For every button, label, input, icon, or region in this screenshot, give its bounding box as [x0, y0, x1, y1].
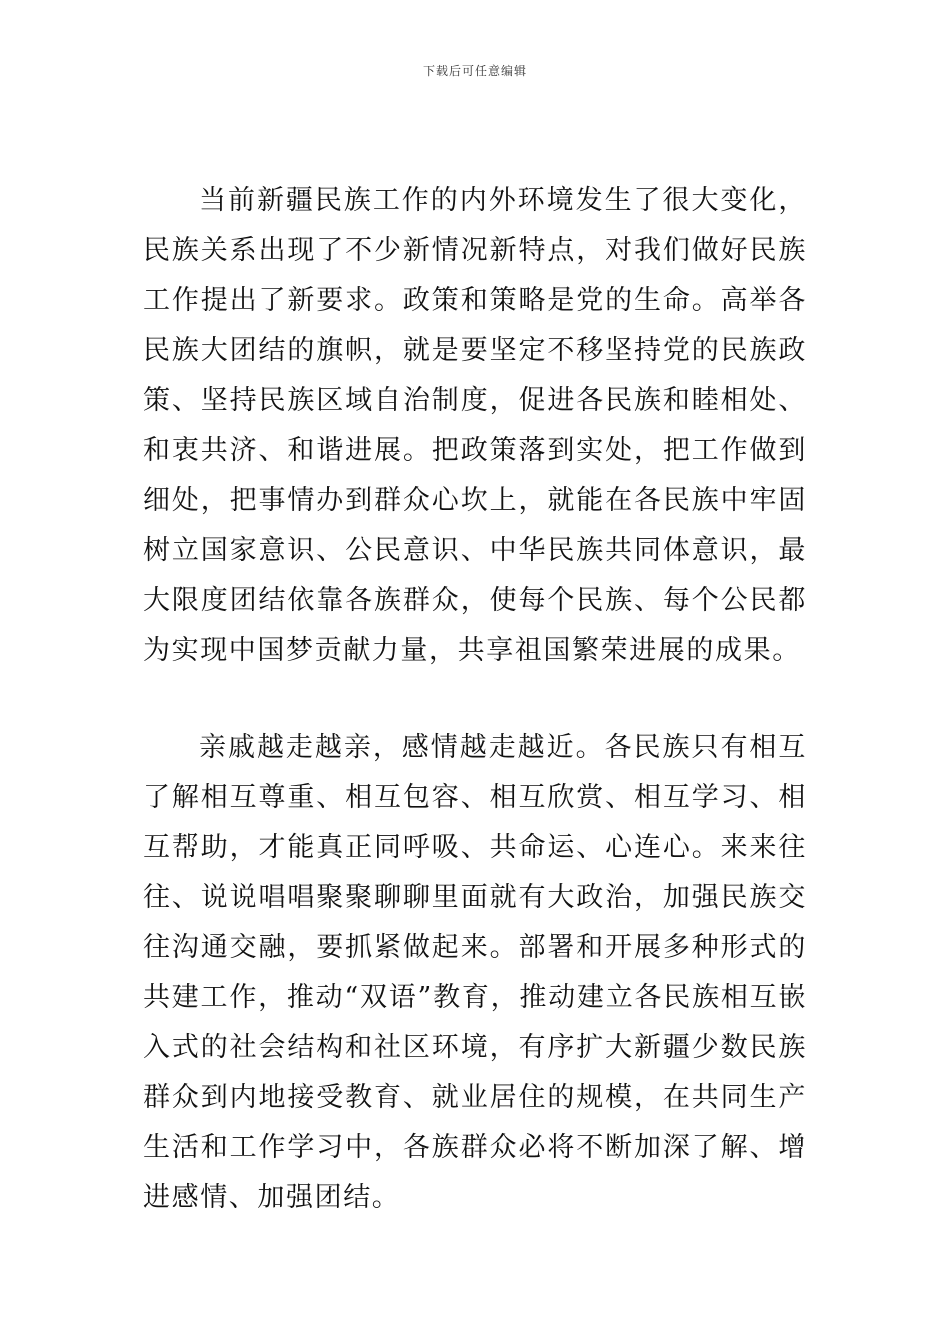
- paragraph-1: 当前新疆民族工作的内外环境发生了很大变化，民族关系出现了不少新情况新特点，对我们做好民族工作提出了新要求。政策和策略是党的生命。高举各民族大团结的旗帜，就是要坚定不移坚持党的民族政策、坚持民族区域自治制度，促进各民族和睦相处、和衷共济、和谐进展。把政策落到实处，把工作做到细处，把事情办到群众心坎上，就能在各民族中牢固树立国家意识、公民意识、中华民族共同体意识，最大限度团结依靠各族群众，使每个民族、每个公民都为实现中国梦贡献力量，共享祖国繁荣进展的成果。: [143, 185, 807, 666]
- header-note: 下载后可任意编辑: [422, 64, 527, 78]
- paragraph-2: 亲戚越走越亲，感情越走越近。各民族只有相互了解相互尊重、相互包容、相互欣赏、相互学习、相互帮助，才能真正同呼吸、共命运、心连心。来来往往、说说唱唱聚聚聊聊里面就有大政治，加强民族交往沟通交融，要抓紧做起来。部署和开展多种形式的共建工作，推动“双语”教育，推动建立各民族相互嵌入式的社会结构和社区环境，有序扩大新疆少数民族群众到内地接受教育、就业居住的规模，在共同生产生活和工作学习中，各族群众必将不断加深了解、增进感情、加强团结。: [143, 732, 807, 1213]
